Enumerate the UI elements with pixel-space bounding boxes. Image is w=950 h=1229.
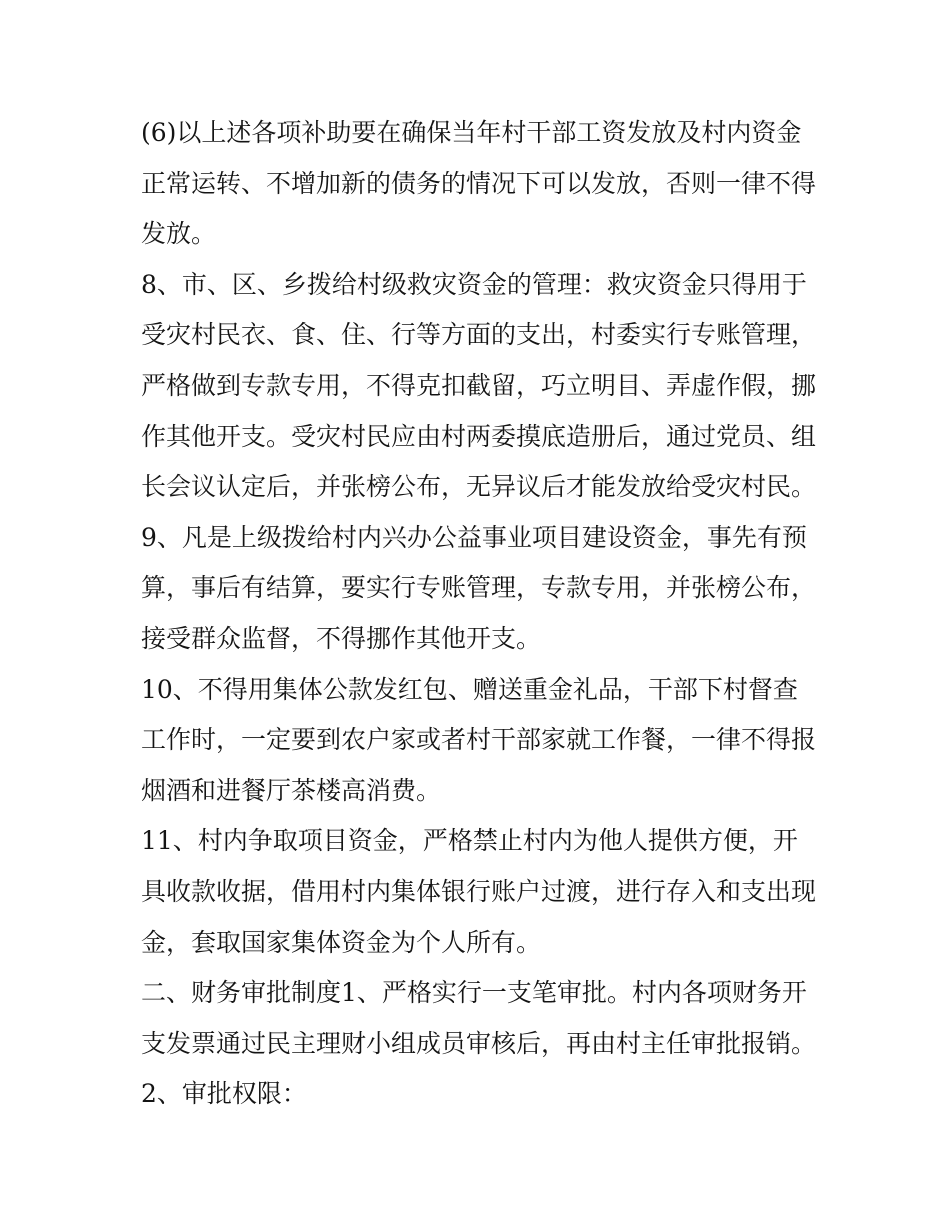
- paragraph-approval-authority: 2、审批权限：: [141, 1079, 307, 1109]
- paragraph-approval-system: 二、财务审批制度1、严格实行一支笔审批。村内各项财务开支发票通过民主理财小组成员审核后，再由村主任审批报销。: [141, 978, 817, 1058]
- paragraph-disaster-relief-funds: 8、市、区、乡拨给村级救灾资金的管理：救灾资金只得用于受灾村民衣、食、住、行等方面的支出，村委实行专账管理，严格做到专款专用，不得克扣截留，巧立明目、弄虚作假，挪作其他开支。受灾村民应由村两委摸底造册后，通过党员、组长会议认定后，并张榜公布，无异议后才能发放给受灾村民。: [141, 269, 817, 502]
- document-body: [141, 108, 816, 1120]
- paragraph-subsidy-condition: (6)以上述各项补助要在确保当年村干部工资发放及村内资金正常运转、不增加新的债务的情况下可以发放，否则一律不得发放。: [141, 118, 817, 249]
- paragraph-project-funds-account: 11、村内争取项目资金，严格禁止村内为他人提供方便，开具收款收据，借用村内集体银行账户过渡，进行存入和支出现金，套取国家集体资金为个人所有。: [141, 826, 817, 957]
- paragraph-public-project-funds: 9、凡是上级拨给村内兴办公益事业项目建设资金，事先有预算，事后有结算，要实行专账管理，专款专用，并张榜公布，接受群众监督，不得挪作其他开支。: [141, 522, 817, 653]
- paragraph-gift-ban: 10、不得用集体公款发红包、赠送重金礼品，干部下村督查工作时，一定要到农户家或者村干部家就工作餐，一律不得报烟酒和进餐厅茶楼高消费。: [141, 674, 817, 805]
